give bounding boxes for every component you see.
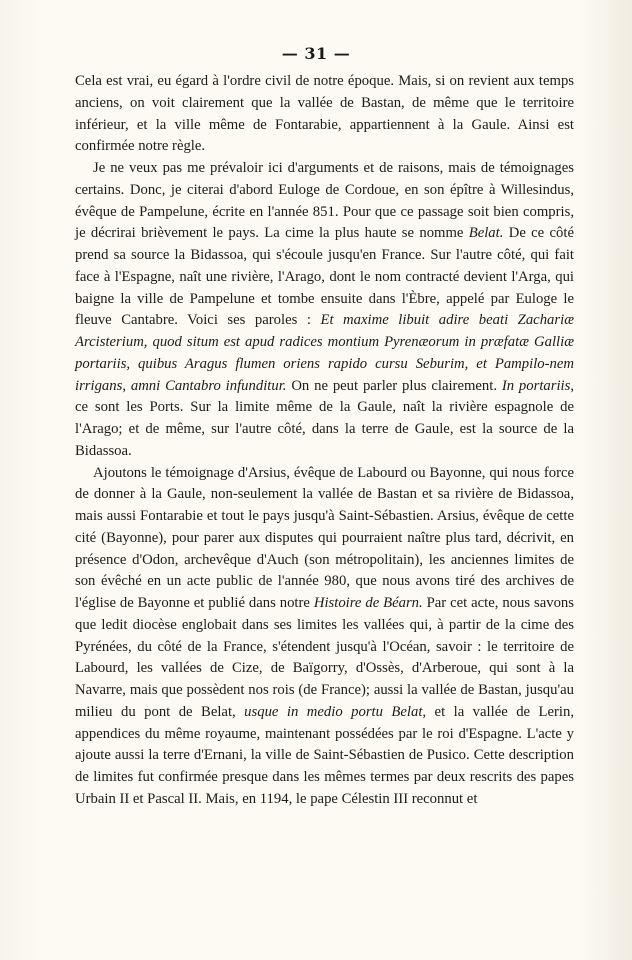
text-segment: Je ne veux pas me prévaloir ici d'arguments et de raisons, mais de témoignages certains. Donc, je citerai d'abord Euloge de Cordoue, en son épître à Willesindus, évêque de Pampelune, écrite en l'année 851. Pour que ce passage soit bien compris, je décrirai brièvement le pays. La cime la plus haute se nomme xyxy=(75,160,574,242)
text-segment: Cela est vrai, eu égard à l'ordre civil de notre époque. Mais, si on revient aux temps anciens, on voit clairement que la vallée de Bastan, de même que le territoire inférieur, et la ville même de Fontarabie, appartiennent à la Gaule. Ainsi est confirmée notre règle. xyxy=(75,73,574,155)
paragraph xyxy=(75,463,574,811)
text-segment: Par cet acte, nous savons que ledit diocèse englobait dans ses limites les vallées qui, à partir de la cime des Pyrénées, du côté de la France, s'étendent jusqu'à l'Océan, savoir : le territoire de Labourd, les vallées de Cize, de Baïgorry, d'Ossès, d'Arberoue, qui sont à la Navarre, mais que possèdent nos rois (de France); aussi la vallée de Bastan, jusqu'au milieu du pont de Belat, xyxy=(75,595,574,720)
italic-text: Belat. xyxy=(468,225,504,242)
page-number: — 31 — xyxy=(281,44,351,63)
italic-text: Et maxime libuit adire beati Zachariæ Arcisterium, quod situm est apud radices montium Pyrenæorum in præfatæ Galliæ portariis, quibus Aragus flumen oriens rapido cursu Seburim, et Pampilo-nem irrigans, amni Cantabro infunditur. xyxy=(75,312,574,394)
body-text xyxy=(75,71,574,811)
text-segment: ce sont les Ports. Sur la limite même de la Gaule, naît la rivière espagnole de l'Arago; et de même, sur l'autre côté, dans la terre de Gaule, est la source de la Bidassoa. xyxy=(75,399,574,459)
italic-text: usque in medio portu Belat, xyxy=(244,703,427,720)
text-segment: On ne peut parler plus clairement. xyxy=(286,377,502,394)
paragraph xyxy=(75,158,574,463)
text-segment: Ajoutons le témoignage d'Arsius, évêque de Labourd ou Bayonne, qui nous force de donner à la Gaule, non-seulement la vallée de Bastan et sa rivière de Bidassoa, mais aussi Fontarabie et tout le pays jusqu'à Saint-Sébastien. Arsius, évêque de cette cité (Bayonne), pour parer aux disputes qui pourraient naître plus tard, décrivit, en présence d'Odon, archevêque d'Auch (son métropolitain), les anciennes limites de son évêché en un acte public de l'année 980, que nous avons tiré des archives de l'église de Bayonne et publié dans notre xyxy=(75,464,574,611)
paragraph xyxy=(75,71,574,158)
text-segment: et la vallée de Lerin, appendices du même royaume, maintenant possédées par le roi d'Espagne. L'acte y ajoute aussi la terre d'Ernani, la ville de Saint-Sébastien de Pusico. Cette description de limites fut confirmée presque dans les mêmes termes par deux rescrits des papes Urbain II et Pascal II. Mais, en 1194, le pape Célestin III reconnut et xyxy=(75,703,574,807)
italic-text: In portariis, xyxy=(501,377,575,394)
text-segment: De ce côté prend sa source la Bidassoa, qui s'écoule jusqu'en France. Sur l'autre côté, qui fait face à l'Espagne, naît une rivière, l'Arago, dont le nom contracté devient l'Arga, qui baigne la ville de Pampelune et tombe ensuite dans l'Èbre, appelé par Euloge le fleuve Cantabre. Voici ses paroles : xyxy=(75,225,574,329)
italic-text: Histoire de Béarn. xyxy=(313,595,423,611)
